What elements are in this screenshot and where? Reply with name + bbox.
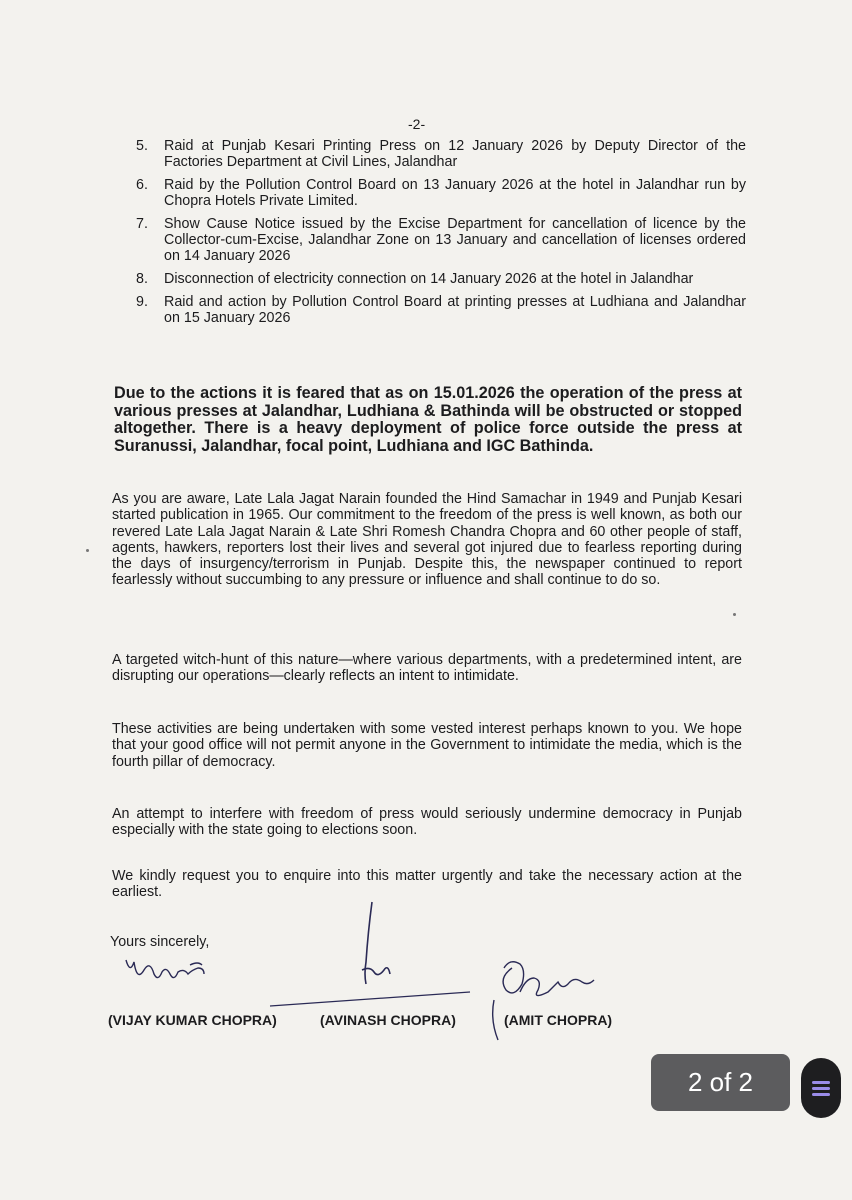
hamburger-menu-icon (812, 1078, 830, 1099)
body-paragraph-request: We kindly request you to enquire into this matter urgently and take the necessary action at the earliest. (112, 868, 742, 901)
signature-vijay (126, 960, 204, 978)
signatory-name: (VIJAY KUMAR CHOPRA) (108, 1012, 277, 1028)
page-indicator: 2 of 2 (651, 1054, 790, 1111)
bold-warning-paragraph: Due to the actions it is feared that as on 15.01.2026 the operation of the press at various presses at Jalandhar, Ludhiana & Bathinda will be obstructed or stopped altogether. There is a heavy deployment of police force outside the press at Suranussi, Jalandhar, focal point, Ludhiana and IGC Bathinda. (114, 384, 742, 455)
scan-speck (86, 549, 89, 552)
menu-button[interactable] (801, 1058, 841, 1118)
body-paragraph-vested-interest: These activities are being undertaken with some vested interest perhaps known to you. We hope that your good office will not permit anyone in the Government to intimidate the media, which is the fourth pillar of democracy. (112, 721, 742, 770)
body-paragraph-democracy: An attempt to interfere with freedom of press would seriously undermine democracy in Punjab especially with the state going to elections soon. (112, 806, 742, 839)
body-paragraph-witch-hunt: A targeted witch-hunt of this nature—where various departments, with a predetermined intent, are disrupting our operations—clearly reflects an intent to intimidate. (112, 652, 742, 685)
action-list (136, 138, 746, 333)
list-item: 7. Show Cause Notice issued by the Excise Department for cancellation of licence by the Collector-cum-Excise, Jalandhar Zone on 13 January and cancellation of licenses ordered on 14 January 2026 (136, 216, 746, 264)
list-item: 6. Raid by the Pollution Control Board on 13 January 2026 at the hotel in Jalandhar run by Chopra Hotels Private Limited. (136, 177, 746, 209)
signatory-name: (AMIT CHOPRA) (504, 1012, 613, 1028)
body-paragraph-history: As you are aware, Late Lala Jagat Narain founded the Hind Samachar in 1949 and Punjab Kesari started publication in 1965. Our commitment to the freedom of the press is well known, as both our revered Late Lala Jagat Narain & Late Shri Romesh Chandra Chopra and 60 other people of staff, agents, hawkers, reporters lost their lives and several got injured due to fearless reporting during the days of insurgency/terrorism in Punjab. Despite this, the newspaper continued to report fearlessly without succumbing to any pressure or influence and shall continue to do so. (112, 491, 742, 589)
closing-salutation: Yours sincerely, (110, 934, 210, 950)
list-item: 8. Disconnection of electricity connection on 14 January 2026 at the hotel in Jalandhar (136, 271, 694, 287)
list-item: 5. Raid at Punjab Kesari Printing Press on 12 January 2026 by Deputy Director of the Factories Department at Civil Lines, Jalandhar (136, 138, 746, 170)
page-number: -2- (408, 116, 426, 132)
signatory-name: (AVINASH CHOPRA) (320, 1012, 456, 1028)
list-item: 9. Raid and action by Pollution Control Board at printing presses at Ludhiana and Jalandhar on 15 January 2026 (136, 294, 746, 326)
signature-avinash (362, 902, 390, 984)
scan-speck (733, 613, 736, 616)
signature-amit (493, 962, 594, 1040)
